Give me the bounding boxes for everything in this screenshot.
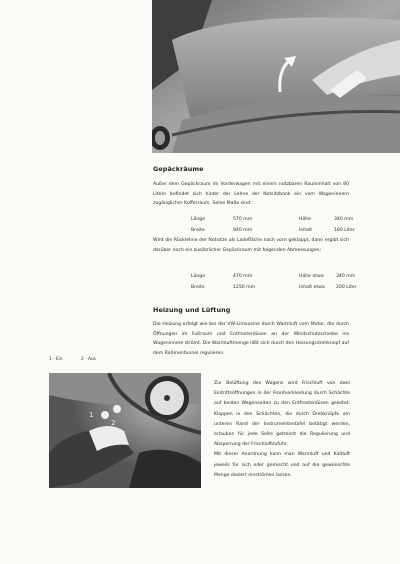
caption-on: 1 - Ein — [49, 357, 63, 362]
dim-label: Inhalt etwa — [299, 284, 325, 290]
svg-text:1: 1 — [89, 411, 94, 419]
dim-value: 180 Liter — [334, 227, 355, 233]
dim-label: Höhe etwa — [299, 274, 324, 279]
table-row — [191, 283, 357, 294]
heating-intro-text: Die Heizung erfolgt wie bei der VW-Limousine durch Warmluft vom Motor, die durch Öffnungen im Fußraum und Entfrosterdüsen an der Windschutzscheibe ins Wageninnere strömt. Die Warmluftmenge läßt sich durch den Heizungsdrehknopf auf dem Rahmentunnel regulieren. — [153, 322, 349, 356]
heater-controls-illustration — [49, 373, 201, 488]
dim-label: Breite — [191, 284, 205, 290]
luggage-dimensions-table — [191, 215, 355, 236]
ventilation-paragraph: Zur Belüftung des Wagens wird Frischluft von zwei Eintrittsöffnungen in der Frontverkleidung durch Schächte auf beiden Wagenseiten zu den Entfrosterdüsen geleitet. Klappen in den Schächten, die durch Drehknöpfe am unteren Rand der Instrumententafel betätigt werden, erlauben für jede Seite getrennt die Regulierung und Absperrung der Frischluftzufuhr. — [214, 381, 350, 448]
dim-value: 570 mm — [233, 217, 253, 222]
luggage-compartment-photo — [152, 0, 400, 153]
heating-heading: Heizung und Lüftung — [153, 306, 231, 314]
dim-label: Höhe — [299, 217, 312, 222]
dim-value: 1250 mm — [233, 284, 256, 290]
luggage-compartment-illustration — [152, 0, 400, 153]
dim-label: Breite — [191, 227, 205, 233]
dim-label: Länge — [191, 274, 206, 279]
luggage-intro-text: Außer dem Gepäckraum im Vorderwagen mit einem nutzbaren Rauminhalt von 80 Litern befindet sich hinter der Lehne der Notsitzbank ein vom Wageninnern zugänglicher Kofferraum. Seine Maße sind: — [153, 182, 349, 207]
dim-label: Länge — [191, 217, 206, 222]
dim-value: 200 Liter — [336, 284, 357, 290]
svg-text:2: 2 — [111, 419, 116, 427]
luggage-middle-text: Wird die Rücklehne der Notsitze als Ladefläche nach vorn geklappt, dann ergibt sich darüber noch ein zusätzlicher Gepäckraum mit folgenden Abmessungen: — [153, 238, 349, 253]
table-row — [191, 226, 355, 237]
dim-value: 940 mm — [233, 227, 253, 233]
luggage-heading: Gepäckräume — [153, 165, 204, 173]
ventilation-text — [214, 379, 350, 481]
dim-value: 470 mm — [233, 274, 253, 279]
dim-value: 340 mm — [336, 274, 356, 279]
mixing-paragraph: Mit dieser Anordnung kann man Warmluft und Kaltluft jeweils für sich oder gemischt und auf die gewünschte Menge dosiert einströmen lassen. — [214, 452, 350, 478]
table-row — [191, 272, 357, 283]
table-row — [191, 215, 355, 226]
dim-label: Inhalt — [299, 227, 313, 233]
extra-luggage-dimensions-table — [191, 272, 357, 293]
heater-controls-photo — [49, 373, 201, 488]
dim-value: 340 mm — [334, 217, 354, 222]
caption-off: 2 - Aus — [81, 357, 96, 362]
